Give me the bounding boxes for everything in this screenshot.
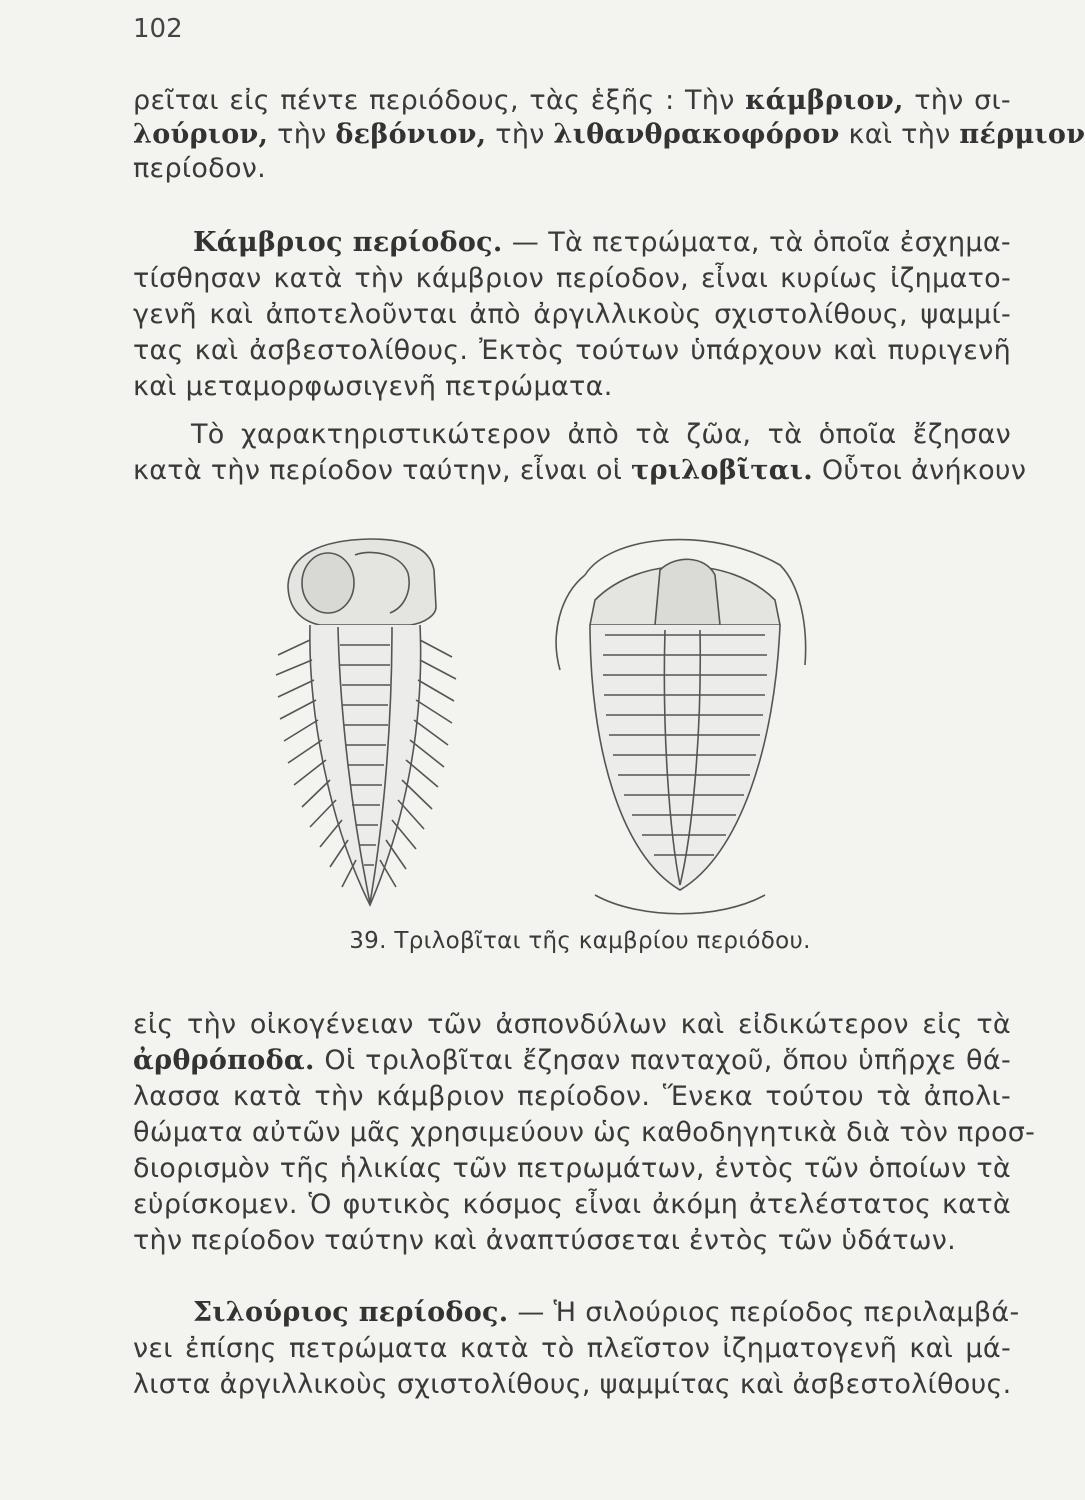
- figure-caption: 39. Τριλοβῖται τῆς καμβρίου περιόδου.: [349, 928, 811, 954]
- term-arthropods: ἀρθρόποδα.: [133, 1045, 315, 1076]
- text-line: διορισμὸν τῆς ἡλικίας τῶν πετρωμάτων, ἐντὸς τῶν ὁποίων τὰ: [133, 1153, 1011, 1184]
- text-span: Οἱ τριλοβῖται ἔζησαν πανταχοῦ, ὅπου ὑπῆρχε θά-: [314, 1045, 1011, 1076]
- text-span: Οὗτοι ἀνήκουν: [812, 455, 1027, 486]
- text-line: τας καὶ ἀσβεστολίθους. Ἐκτὸς τούτων ὑπάρχουν καὶ πυριγενῆ: [133, 335, 1011, 366]
- right-trilobite: [556, 540, 805, 914]
- text-line: γενῆ καὶ ἀποτελοῦνται ἀπὸ ἀργιλλικοὺς σχιστολίθους, ψαμμί-: [133, 299, 1011, 330]
- text-line: θώματα αὐτῶν μᾶς χρησιμεύουν ὡς καθοδηγητικὰ διὰ τὸν προσ-: [133, 1117, 1036, 1148]
- page-number: 102: [133, 14, 183, 44]
- text-line: τὴν περίοδον ταύτην καὶ ἀναπτύσσεται ἐντὸς τῶν ὑδάτων.: [133, 1225, 956, 1256]
- text-line: [133, 226, 1011, 260]
- trilobite-illustration: [260, 515, 820, 925]
- term-cambrian: κάμβριον,: [745, 85, 904, 116]
- left-trilobite: [276, 539, 456, 905]
- text-line: [133, 454, 1027, 488]
- text-span: τὴν: [903, 85, 975, 116]
- text-line: περίοδον.: [133, 153, 267, 184]
- text-line: [133, 84, 1011, 118]
- text-line: Τὸ χαρακτηριστικώτερον ἀπὸ τὰ ζῶα, τὰ ὁποῖα ἔζησαν: [191, 419, 1011, 450]
- text-span: καὶ τὴν: [839, 119, 960, 150]
- term-devonian: δεβόνιον,: [335, 119, 487, 150]
- text-span: — Τὰ πετρώματα, τὰ ὁποῖα ἐσχημα-: [502, 227, 1011, 258]
- trilobite-figure: [260, 515, 820, 925]
- text-line: τίσθησαν κατὰ τὴν κάμβριον περίοδον, εἶναι κυρίως ἰζηματο-: [133, 263, 1011, 294]
- text-line: λιστα ἀργιλλικοὺς σχιστολίθους, ψαμμίτας καὶ ἀσβεστολίθους.: [133, 1369, 1012, 1400]
- text-line: [133, 1296, 1020, 1330]
- text-line: καὶ μεταμορφωσιγενῆ πετρώματα.: [133, 371, 613, 402]
- term-carboniferous: λιθανθρακοφόρον: [553, 119, 840, 150]
- text-line: εὑρίσκομεν. Ὁ φυτικὸς κόσμος εἶναι ἀκόμη ἀτελέστατος κατὰ: [133, 1189, 1011, 1220]
- text-line: λασσα κατὰ τὴν κάμβριον περίοδον. Ἕνεκα τούτου τὰ ἀπολι-: [133, 1081, 1011, 1112]
- text-span: ρεῖται εἰς πέντε περιόδους, τὰς ἑξῆς : Τὴν: [133, 85, 746, 116]
- text-span: τὴν: [486, 119, 554, 150]
- text-span: κατὰ τὴν περίοδον ταύτην, εἶναι οἱ: [133, 455, 632, 486]
- term-permian: πέρμιον: [959, 119, 1085, 150]
- text-line: εἰς τὴν οἰκογένειαν τῶν ἀσπονδύλων καὶ εἰδικώτερον εἰς τὰ: [133, 1009, 1011, 1040]
- section-heading-cambrian: Κάμβριος περίοδος.: [193, 227, 503, 258]
- text-line: νει ἐπίσης πετρώματα κατὰ τὸ πλεῖστον ἰζηματογενῆ καὶ μά-: [133, 1333, 1011, 1364]
- text-line: [133, 1044, 1011, 1078]
- text-span: τὴν: [268, 119, 336, 150]
- term-silurian: λούριον,: [133, 119, 269, 150]
- text-span: — Ἡ σιλούριος περίοδος περιλαμβά-: [508, 1297, 1020, 1328]
- section-heading-silurian: Σιλούριος περίοδος.: [193, 1297, 509, 1328]
- text-span: σι-: [974, 85, 1011, 116]
- text-line: [133, 118, 1085, 152]
- term-trilobites: τριλοβῖται.: [631, 455, 813, 486]
